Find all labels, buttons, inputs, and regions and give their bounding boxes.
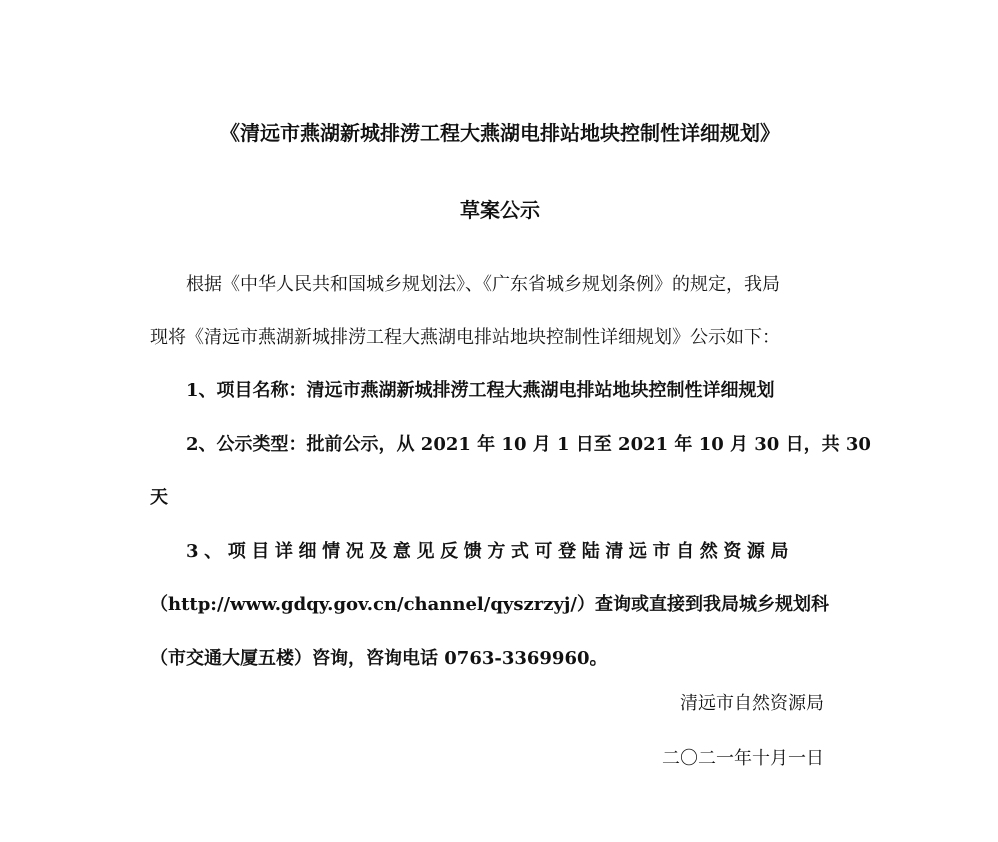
- document-title: 《清远市燕湖新城排涝工程大燕湖电排站地块控制性详细规划》: [220, 121, 780, 145]
- item-details-line-1: 3、项目详细情况及意见反馈方式可登陆清远市自然资源局: [186, 541, 795, 562]
- intro-paragraph-line-2: 现将《清远市燕湖新城排涝工程大燕湖电排站地块控制性详细规划》公示如下：: [150, 327, 780, 348]
- signature-date: 二〇二一年十月一日: [662, 748, 824, 769]
- signature-organization: 清远市自然资源局: [680, 693, 824, 714]
- document-subtitle: 草案公示: [460, 198, 540, 222]
- item-details-line-3: （市交通大厦五楼）咨询，咨询电话 0763-3369960。: [150, 648, 608, 669]
- item-notice-type-line-2: 天: [150, 487, 168, 508]
- item-details-line-2: （http://www.gdqy.gov.cn/channel/qyszrzyj/）查询或直接到我局城乡规划科: [150, 594, 829, 615]
- item-notice-type-line-1: 2、公示类型：批前公示，从 2021 年 10 月 1 日至 2021 年 10 月 30 日，共 30: [186, 434, 871, 455]
- item-project-name: 1、项目名称：清远市燕湖新城排涝工程大燕湖电排站地块控制性详细规划: [186, 380, 775, 401]
- intro-paragraph-line-1: 根据《中华人民共和国城乡规划法》、《广东省城乡规划条例》的规定，我局: [186, 274, 780, 295]
